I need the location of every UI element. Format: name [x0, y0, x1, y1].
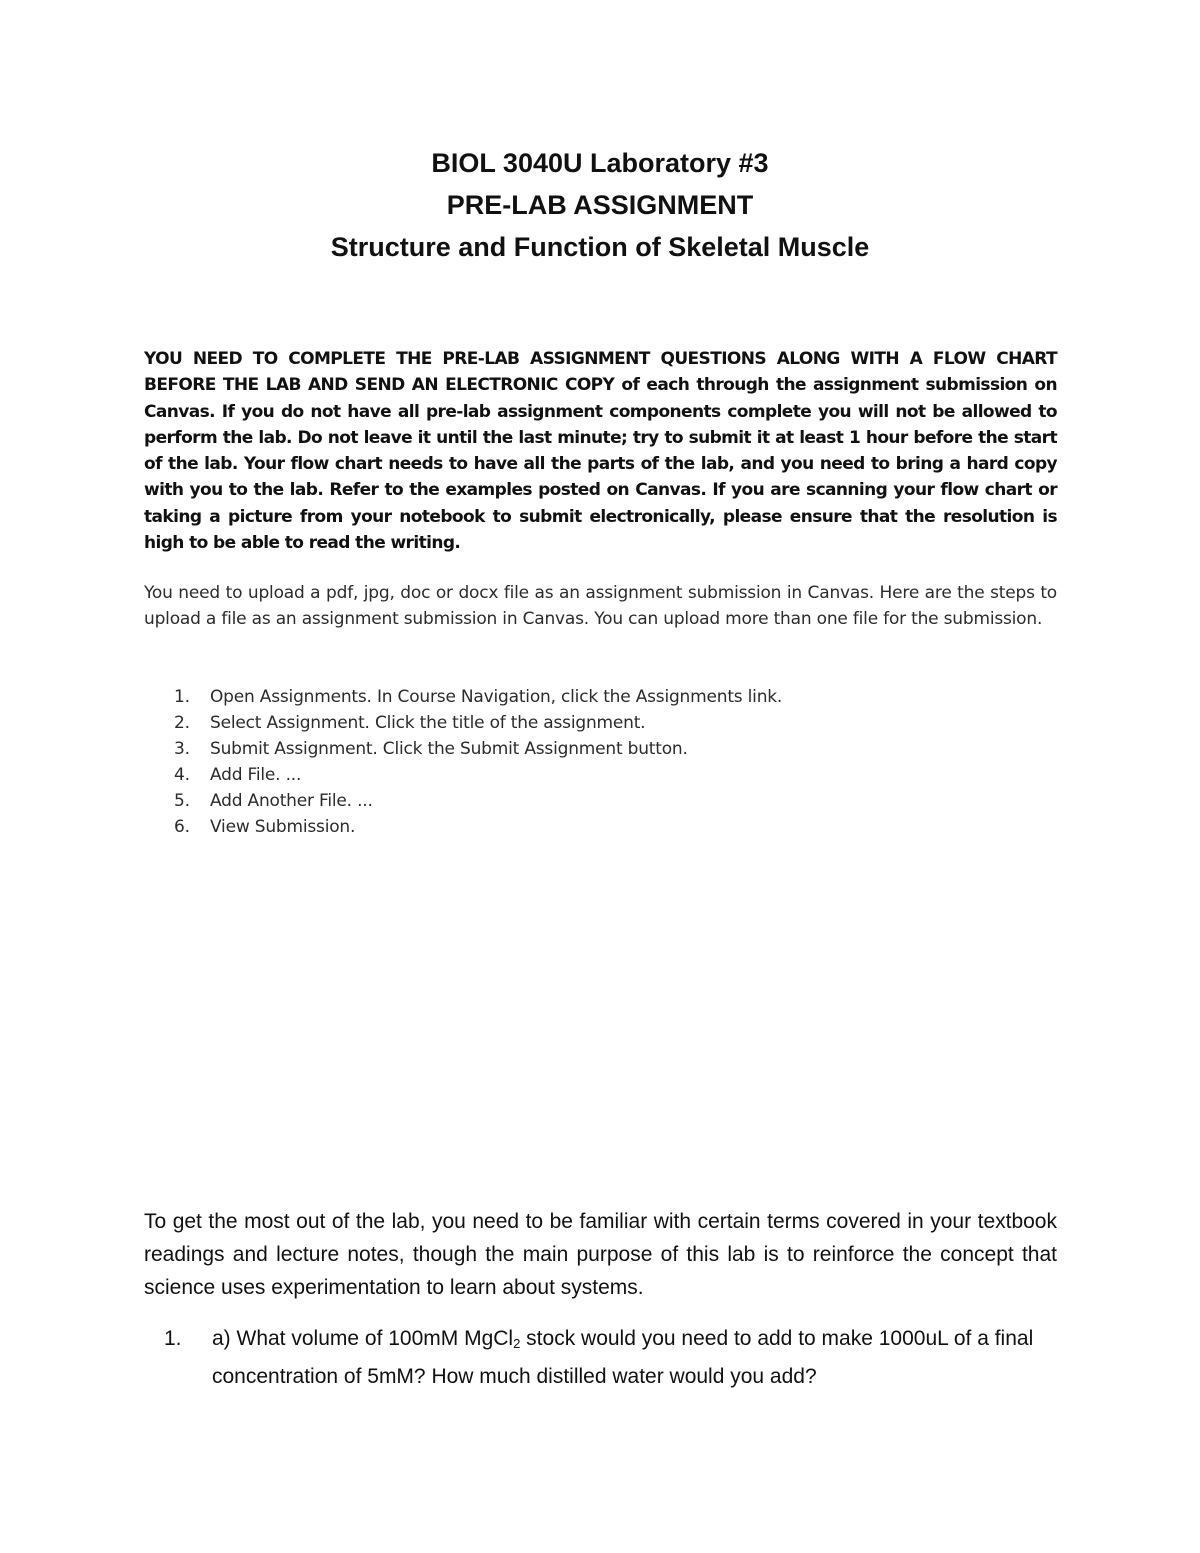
subscript: 2 [513, 1336, 521, 1351]
step-number: 2. [174, 713, 190, 733]
step-text: Select Assignment. Click the title of the assignment. [210, 713, 646, 733]
list-item [144, 814, 1044, 840]
step-number: 3. [174, 739, 190, 759]
list-item [144, 684, 1044, 710]
step-text: Open Assignments. In Course Navigation, click the Assignments link. [210, 687, 783, 707]
pre-lab-requirements-paragraph: YOU NEED TO COMPLETE THE PRE-LAB ASSIGNMENT QUESTIONS ALONG WITH A FLOW CHART BEFORE THE LAB AND SEND AN ELECTRONIC COPY of each through the assignment submission on Canvas. If you do not have all pre-lab assignment components complete you will not be allowed to perform the lab. Do not leave it until the last minute; try to submit it at least 1 hour before the start of the lab. Your flow chart needs to have all the parts of the lab, and you need to bring a hard copy with you to the lab. Refer to the examples posted on Canvas. If you are scanning your flow chart or taking a picture from your notebook to submit electronically, please ensure that the resolution is high to be able to read the writing. [144, 349, 1057, 554]
list-item [144, 788, 1044, 814]
question-text-part: stock would you need to add to make 1000uL of a final concentration of 5mM? How much distilled water would you add? [212, 1327, 1034, 1388]
step-text: Submit Assignment. Click the Submit Assignment button. [210, 739, 688, 759]
step-number: 4. [174, 765, 190, 785]
question-text [212, 1322, 1057, 1393]
list-item [144, 736, 1044, 762]
question-1 [144, 1322, 1057, 1393]
list-item [144, 762, 1044, 788]
step-text: View Submission. [210, 817, 356, 837]
question-number: 1. [164, 1327, 182, 1350]
step-text: Add File. ... [210, 765, 302, 785]
list-item [144, 710, 1044, 736]
upload-steps-list [144, 684, 1044, 840]
title-block [0, 142, 1200, 268]
step-number: 1. [174, 687, 190, 707]
upload-instructions-paragraph: You need to upload a pdf, jpg, doc or docx file as an assignment submission in Canvas. Here are the steps to upload a file as an assignment submission in Canvas. You can upload more than one file for the submission. [144, 583, 1057, 629]
step-number: 6. [174, 817, 190, 837]
question-text-part: a) What volume of 100mM MgCl [212, 1327, 514, 1350]
course-title: BIOL 3040U Laboratory #3 [431, 148, 769, 178]
lab-intro-paragraph: To get the most out of the lab, you need to be familiar with certain terms covered in your textbook readings and lecture notes, though the main purpose of this lab is to reinforce the concept that science uses experimentation to learn about systems. [144, 1210, 1057, 1299]
topic-title: Structure and Function of Skeletal Muscle [330, 232, 870, 262]
assignment-title: PRE-LAB ASSIGNMENT [446, 190, 754, 220]
step-text: Add Another File. ... [210, 791, 373, 811]
step-number: 5. [174, 791, 190, 811]
